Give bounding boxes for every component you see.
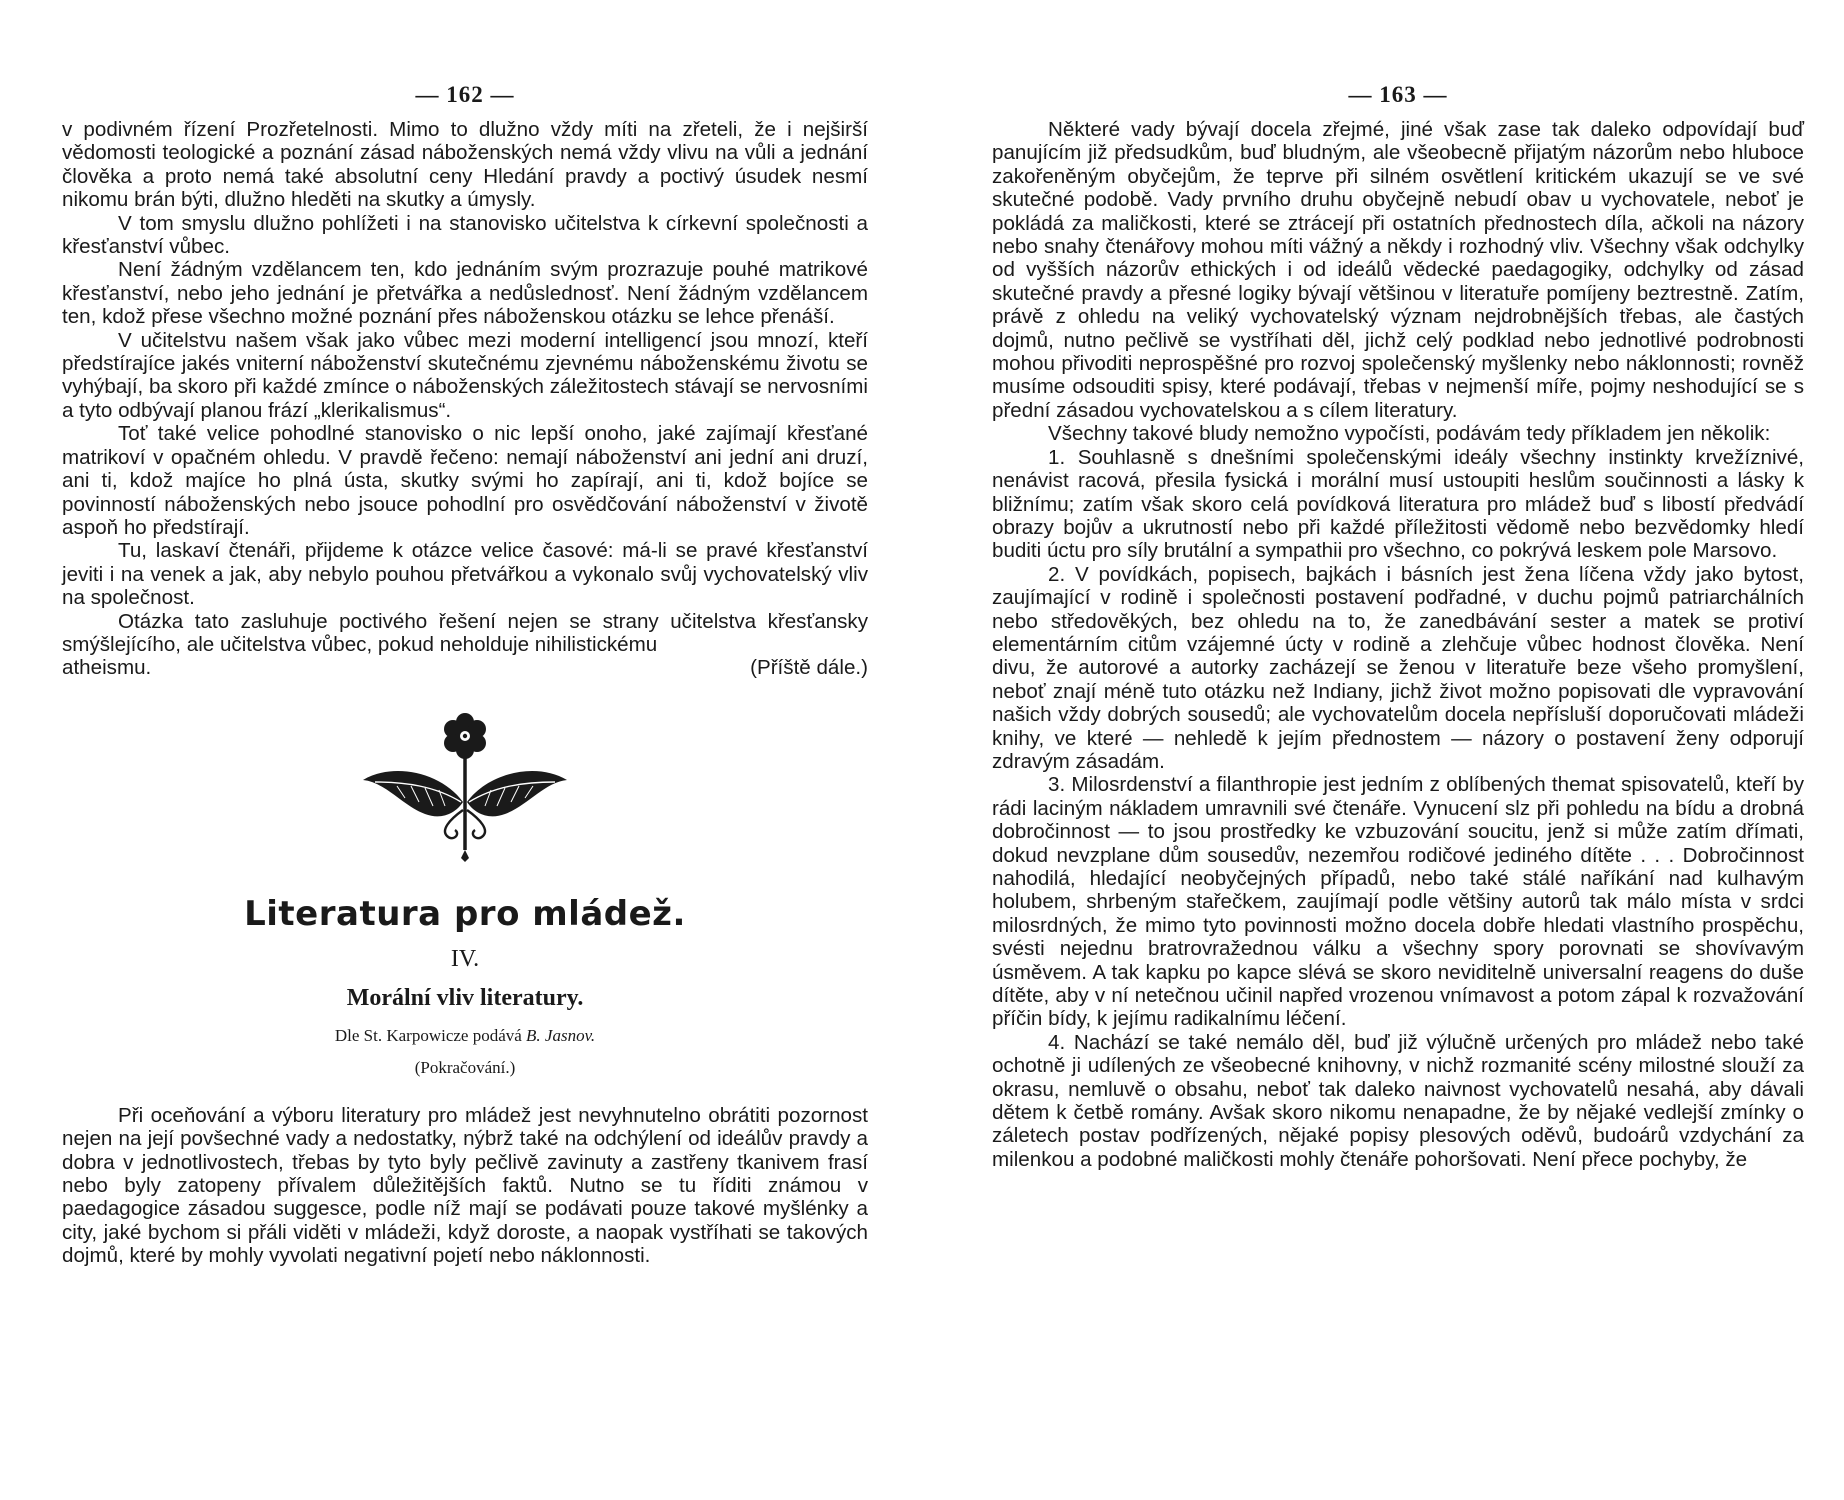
paragraph: V učitelstvu našem však jako vůbec mezi moderní intelligencí jsou mnozí, kteří předstírajíce jakés vniterní náboženství skutečnému zjevnému náboženskému životu se vyhýbají, ba skoro při každé zmínce o náboženských záležitostech stávají se nervosními a tyto odbývají planou frází „klerikalismus“. [62, 328, 868, 422]
paragraph: Některé vady bývají docela zřejmé, jiné však zase tak daleko odpovídají buď panujícím již předsudkům, buď bludným, ale všeobecně přijatým názorům nebo hluboce zakořeněným obyčejům, že teprve při silném osvětlení kritickém ukazují se ve své skutečné podobě. Vady prvního druhu obyčejně nebudí obav u vychovatele, neboť je pokládá za maličkosti, které se ztrácejí při ostatních přednostech díla, ačkoli na názory nebo snahy čtenářovy mohou míti vážný a někdy i rozhodný vliv. Všechny však odchylky od vyšších názorův ethických i od ideálů vědecké paedagogiky, odchylky od zásad skutečné pravdy a přesné logiky bývají většinou v literatuře pomíjeny beztrestně. Zatím, právě z ohledu na veliký vychovatelský význam nejdrobnějších třebas, ale častých dojmů, nutno pečlivě se vystříhati děl, jichž celý podklad nebo jednotlivé podrobnosti mohou přivoditi neprospěšné pro rozvoj společenský myšlenky nebo náklonnosti; rovněž musíme odsouditi spisy, které podávají, třebas v nejmenší míře, pojmy neshodující se s přední zásadou vychovatelskou a s cílem literatury. [992, 118, 1804, 422]
paragraph: V tom smyslu dlužno pohlížeti i na stanovisko učitelstva k církevní společnosti a křesťanství vůbec. [62, 211, 868, 259]
continuation-note: (Pokračování.) [414, 1057, 516, 1077]
left-page-body [62, 118, 868, 680]
byline-author: B. Jasnov. [526, 1025, 596, 1045]
article-part: IV. [450, 945, 480, 972]
page-number-right: — 163 — [1348, 82, 1448, 107]
paragraph: v podivném řízení Prozřetelnosti. Mimo to dlužno vždy míti na zřeteli, že i nejširší vědomosti teologické a poznání zásad náboženských nemá vždy vlivu na vůli a jednání člověka a proto nemá také absolutní ceny Hledání pravdy a poctivý úsudek nesmí nikomu brán býti, dlužno hleděti na skutky a úmysly. [62, 118, 868, 212]
byline-prefix: Dle St. Karpowicze podává [334, 1025, 522, 1045]
flower-vignette-icon [62, 702, 868, 864]
list-item: 4. Nachází se také nemálo děl, buď již výlučně určených pro mládež nebo také ochotně ji udílených ze všeobecné knihovny, v nichž rozmanité scény milostné slouží za okrasu, nemluvě o obsahu, neboť tak daleko naivnost vychovatelů nesahá, aby dávali dětem k četbě romány. Avšak skoro nikomu nenapadne, že by nějaké vedlejší zmínky o záletech postav podřízených, nějaké popisy plesových oděvů, budoárů vzdychání za milenkou a podobné maličkosti mohly čtenáře pohoršovati. Není přece pochyby, že [992, 1030, 1804, 1171]
right-page-body [992, 118, 1804, 1171]
paragraph-end [62, 656, 868, 679]
last-word: atheismu. [62, 656, 152, 680]
article-title: Literatura pro mládež. [244, 893, 686, 934]
list-item: 3. Milosrdenství a filanthropie jest jedním z oblíbených themat spisovatelů, kteří by rádi laciným nákladem umravnili své čtenáře. Vynucení slz při pohledu na bídu a drobná dobročinnost — to jsou prostředky ke vzbuzování soucitu, jenž si může zatím dřímati, dokud nevzplane dům sousedův, nezemřou rodičové jediného dítěte . . . Dobročinnost nahodilá, hledající neobyčejných případů, nebo také stálé naříkání nad kulhavým holubem, shrbeným stařečkem, zaujímají podle většiny autorů tak málo místa v srdci milosrdných, že mimo tyto povinnosti možno docela dobře hledati vlastního prospěchu, svésti nejednu bratrovražednou válku a všechny spory porovnati se shovívavým úsměvem. A tak kapku po kapce slévá se skoro neviditelně universalní reagens do duše dítěte, aby v ní netečnou učinil napřed vrozenou vnímavost a potom zápal k rozvažování příčin bídy, k jejímu radikalnímu léčení. [992, 773, 1804, 1031]
list-item: 1. Souhlasně s dnešními společenskými ideály všechny instinkty krvežíznivé, nenávist racová, přesila fysická i morální musí ustoupiti heslům součinnosti a lásky k bližnímu; zatím však skoro celá povídková literatura pro mládež buď s libostí předvádí obrazy bojův a ukrutností nebo při každé příležitosti vědomě nebo bezvědomky hledí buditi úctu pro síly brutální a sympathii pro všechno, co pokrývá leskem pole Marsovo. [992, 445, 1804, 563]
paragraph: Při oceňování a výboru literatury pro mládež jest nevyhnutelno obrátiti pozornost nejen na její povšechné vady a nedostatky, nýbrž také na odchýlení od ideálův pravdy a dobra v jednotlivostech, třebas by tyto byly pečlivě zavinuty a zastřeny tkanivem frasí nebo byly zatopeny přívalem důležitějších faktů. Nutno se tu říditi známou v paedagogice zásadou suggesce, podle níž mají se podávati pouze takové myšlénky a city, jaké bychom si přáli viděti v mládeži, když doroste, a naopak vystříhati se takových dojmů, které by mohly vyvolati negativní pojetí nebo náklonnosti. [62, 1103, 868, 1268]
article-subtitle: Morální vliv literatury. [346, 984, 584, 1011]
paragraph: Tu, laskaví čtenáři, přijdeme k otázce velice časové: má-li se pravé křesťanství jeviti i na venek a jak, aby nebylo pouhou přetvářkou a vykonalo svůj vychovatelský vliv na společnost. [62, 539, 868, 610]
list-item: 2. V povídkách, popisech, bajkách i básních jest žena líčena vždy jako bytost, zaujímající v rodině i společnosti postavení podřadné, v duchu pojmů patriarchálních nebo středověkých, bez ohledu na to, že zanedbávání sester a matek se protiví elementárním citům vzájemné úcty v rodině a zlehčuje vůbec hodnost člověka. Není divu, že autorové a autorky zacházejí se ženou v literatuře beze všeho promyšlení, neboť znají méně tuto otázku než Indiany, jichž život možno popisovati dle vypravování našich vždy dobrých sousedů; ale vychovatelům docela nepřísluší doporučovati mládeži knihy, ve které — nehledě k jejím přednostem — názory o postavení ženy odporují zdravým zásadám. [992, 562, 1804, 773]
paragraph: Toť také velice pohodlné stanovisko o nic lepší onoho, jaké zajímají křesťané matrikoví v opačném ohledu. V pravdě řečeno: nemají náboženství ani jední ani druzí, ani ti, kdož majíce ho plná ústa, skutky svými ho zapírají, ani ti, kdož bojíce se povinností náboženských nebo jsouce pohodlní pro osvědčování náboženství v životě aspoň ho předstírají. [62, 422, 868, 539]
paragraph: Otázka tato zasluhuje poctivého řešení nejen se strany učitelstva křesťansky smýšlejícího, ale učitelstva vůbec, pokud neholduje nihilistickému [62, 609, 868, 656]
paragraph: Všechny takové bludy nemožno vypočísti, podávám tedy příkladem jen několik: [1048, 422, 1771, 446]
paragraph: Není žádným vzdělancem ten, kdo jednáním svým prozrazuje pouhé matrikové křesťanství, nebo jeho jednání je přetvářka a nedůslednosť. Není žádným vzdělancem ten, kdož přese všechno možné poznání přes náboženskou otázku se lehce přenáší. [62, 258, 868, 329]
right-page [992, 0, 1804, 1171]
article-intro-body [62, 1104, 868, 1268]
continued-note: (Příště dále.) [750, 656, 868, 680]
left-page [62, 0, 868, 1268]
page-number-left: — 162 — [415, 82, 515, 107]
article-byline [62, 1026, 868, 1046]
